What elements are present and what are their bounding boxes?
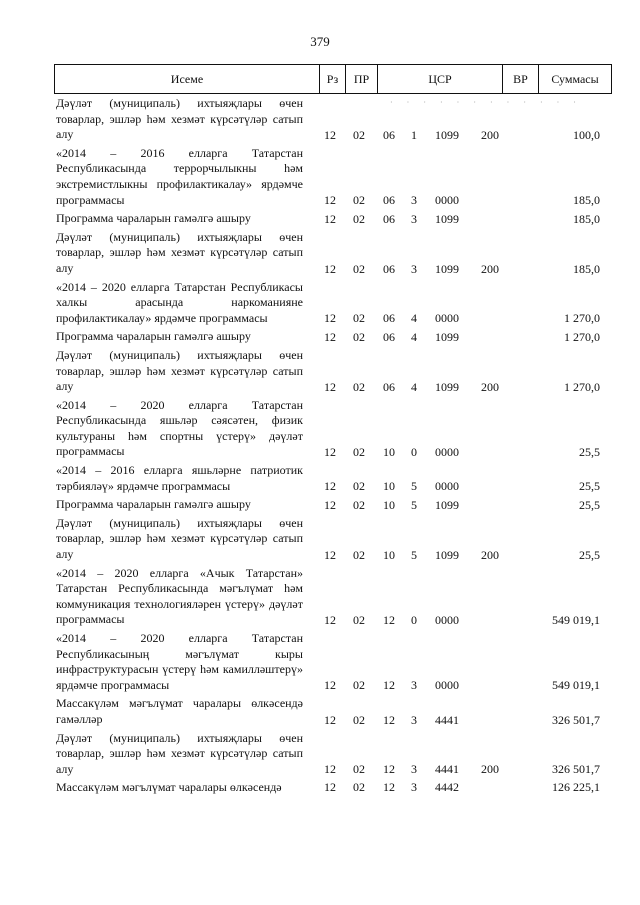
cell-c2: 4	[411, 311, 417, 326]
cell-pr: 02	[353, 127, 365, 142]
table-row	[56, 348, 612, 395]
cell-sum: 326 501,7	[552, 712, 600, 727]
cell-pr: 02	[353, 261, 365, 276]
cell-c3: 4441	[435, 762, 459, 777]
row-name: Массакүләм мәгълүмат чаралары өлкәсендә	[56, 780, 282, 795]
cell-pr: 02	[353, 329, 365, 344]
cell-rz: 12	[324, 445, 336, 460]
decorative-dots: · · · · · · · · · · · ·	[390, 98, 582, 107]
cell-c3: 1099	[435, 379, 459, 394]
cell-c1: 12	[383, 712, 395, 727]
cell-c3: 0000	[435, 678, 459, 693]
cell-sum: 25,5	[579, 445, 600, 460]
cell-vr: 200	[481, 379, 499, 394]
table-row	[56, 463, 612, 494]
table-row	[56, 780, 612, 796]
cell-c1: 06	[383, 311, 395, 326]
cell-c3: 1099	[435, 497, 459, 512]
cell-pr: 02	[353, 379, 365, 394]
cell-c3: 1099	[435, 261, 459, 276]
cell-c2: 3	[411, 261, 417, 276]
cell-rz: 12	[324, 497, 336, 512]
cell-c2: 3	[411, 678, 417, 693]
header-name: Исеме	[170, 72, 204, 86]
page-number: 379	[310, 34, 330, 49]
cell-rz: 12	[324, 329, 336, 344]
cell-rz: 12	[324, 193, 336, 208]
table-row	[56, 566, 612, 628]
row-name: «2014 – 2016 елларга Татарстан Республикасында террорчылыкны һәм экстремистлыкны профилактикалау» ярдәмче программасы	[56, 145, 303, 207]
cell-c1: 06	[383, 127, 395, 142]
table-body	[56, 96, 612, 799]
table-row	[56, 329, 612, 345]
header-pr: ПР	[345, 65, 377, 93]
cell-rz: 12	[324, 547, 336, 562]
cell-sum: 185,0	[573, 261, 600, 276]
cell-vr: 200	[481, 127, 499, 142]
row-name: «2014 – 2020 елларга Татарстан Республикасы халкы арасында наркоманияне профилактикалау» ярдәмче программасы	[56, 279, 303, 325]
cell-pr: 02	[353, 547, 365, 562]
table-row	[56, 696, 612, 727]
cell-pr: 02	[353, 211, 365, 226]
cell-rz: 12	[324, 261, 336, 276]
header-vr: ВР	[502, 65, 538, 93]
table-row	[56, 731, 612, 778]
cell-pr: 02	[353, 193, 365, 208]
cell-c2: 3	[411, 762, 417, 777]
cell-sum: 25,5	[579, 547, 600, 562]
row-name: Программа чараларын гамәлгә ашыру	[56, 211, 251, 226]
cell-sum: 185,0	[573, 193, 600, 208]
cell-sum: 326 501,7	[552, 762, 600, 777]
cell-pr: 02	[353, 445, 365, 460]
cell-rz: 12	[324, 712, 336, 727]
cell-c3: 1099	[435, 211, 459, 226]
cell-rz: 12	[324, 479, 336, 494]
cell-rz: 12	[324, 780, 336, 795]
cell-pr: 02	[353, 780, 365, 795]
cell-c2: 5	[411, 547, 417, 562]
header-csr: ЦСР	[377, 65, 502, 93]
cell-c3: 0000	[435, 193, 459, 208]
cell-c2: 3	[411, 780, 417, 795]
cell-rz: 12	[324, 211, 336, 226]
cell-pr: 02	[353, 311, 365, 326]
cell-sum: 126 225,1	[552, 780, 600, 795]
cell-pr: 02	[353, 479, 365, 494]
cell-pr: 02	[353, 497, 365, 512]
cell-sum: 25,5	[579, 479, 600, 494]
cell-c2: 3	[411, 211, 417, 226]
cell-c1: 06	[383, 261, 395, 276]
cell-rz: 12	[324, 762, 336, 777]
cell-c3: 0000	[435, 613, 459, 627]
cell-pr: 02	[353, 762, 365, 777]
cell-vr: 200	[481, 547, 499, 562]
cell-sum: 549 019,1	[552, 678, 600, 693]
cell-vr: 200	[481, 261, 499, 276]
cell-sum: 549 019,1	[552, 613, 600, 627]
cell-pr: 02	[353, 678, 365, 693]
cell-c3: 4441	[435, 712, 459, 727]
cell-c1: 06	[383, 379, 395, 394]
cell-c1: 10	[383, 497, 395, 512]
row-name: Дәүләт (муниципаль) ихтыяҗлары өчен товарлар, эшләр һәм хезмәт күрсәтүләр сатып алу	[56, 347, 303, 394]
row-name: «2014 – 2020 елларга «Ачык Татарстан» Татарстан Республикасында мәгълүмат һәм коммуникация технологияләрен үстерү» дәүләт программасы	[56, 565, 303, 627]
row-name: Программа чараларын гамәлгә ашыру	[56, 329, 251, 344]
cell-c2: 3	[411, 712, 417, 727]
cell-c3: 0000	[435, 311, 459, 326]
row-name: Программа чараларын гамәлгә ашыру	[56, 497, 251, 512]
cell-c1: 06	[383, 329, 395, 344]
cell-c1: 12	[383, 678, 395, 693]
table-header	[54, 64, 612, 94]
cell-c2: 4	[411, 329, 417, 344]
cell-c1: 12	[383, 762, 395, 777]
row-name: Дәүләт (муниципаль) ихтыяҗлары өчен товарлар, эшләр һәм хезмәт күрсәтүләр сатып алу	[56, 229, 303, 275]
cell-c3: 0000	[435, 479, 459, 494]
cell-rz: 12	[324, 678, 336, 693]
table-row	[56, 398, 612, 460]
cell-sum: 1 270,0	[564, 379, 600, 394]
cell-c1: 06	[383, 211, 395, 226]
cell-c2: 0	[411, 445, 417, 460]
cell-c1: 12	[383, 613, 395, 627]
cell-c3: 0000	[435, 445, 459, 460]
cell-c3: 4442	[435, 780, 459, 795]
header-sum: Суммасы	[538, 65, 611, 93]
cell-sum: 1 270,0	[564, 311, 600, 326]
row-name: Дәүләт (муниципаль) ихтыяҗлары өчен товарлар, эшләр һәм хезмәт күрсәтүләр сатып алу	[56, 730, 303, 776]
table-row	[56, 146, 612, 208]
header-rz: Рз	[319, 65, 345, 93]
cell-sum: 100,0	[573, 127, 600, 142]
row-name: Массакүләм мәгълүмат чаралары өлкәсендә гамәлләр	[56, 696, 303, 726]
cell-c1: 10	[383, 445, 395, 460]
cell-c2: 5	[411, 497, 417, 512]
table-row	[56, 211, 612, 227]
cell-c1: 10	[383, 479, 395, 494]
table-row	[56, 631, 612, 693]
cell-rz: 12	[324, 127, 336, 142]
row-name: «2014 – 2020 елларга Татарстан Республикасында яшьләр сәясәтен, физик культураны һәм спортны үстерү» дәүләт программасы	[56, 397, 303, 459]
cell-c3: 1099	[435, 127, 459, 142]
cell-c1: 12	[383, 780, 395, 795]
cell-pr: 02	[353, 613, 365, 627]
row-name: Дәүләт (муниципаль) ихтыяҗлары өчен товарлар, эшләр һәм хезмәт күрсәтүләр сатып алу	[56, 515, 303, 562]
cell-sum: 1 270,0	[564, 329, 600, 344]
cell-c1: 10	[383, 547, 395, 562]
cell-c3: 1099	[435, 547, 459, 562]
table-row	[56, 516, 612, 563]
table-row	[56, 230, 612, 277]
table-row	[56, 497, 612, 513]
table-row	[56, 96, 612, 143]
cell-c2: 4	[411, 379, 417, 394]
cell-c2: 1	[411, 127, 417, 142]
cell-c2: 0	[411, 613, 417, 627]
cell-c2: 3	[411, 193, 417, 208]
table-row	[56, 280, 612, 327]
row-name: «2014 – 2016 елларга яшьләрне патриотик тәрбияләү» ярдәмче программасы	[56, 463, 303, 493]
cell-c3: 1099	[435, 329, 459, 344]
cell-c1: 06	[383, 193, 395, 208]
cell-vr: 200	[481, 762, 499, 777]
row-name: Дәүләт (муниципаль) ихтыяҗлары өчен товарлар, эшләр һәм хезмәт күрсәтүләр сатып алу	[56, 96, 303, 142]
cell-rz: 12	[324, 311, 336, 326]
cell-rz: 12	[324, 379, 336, 394]
cell-c2: 5	[411, 479, 417, 494]
cell-sum: 25,5	[579, 497, 600, 512]
row-name: «2014 – 2020 елларга Татарстан Республикасының мәгълүмат кыры инфраструктурасын үстерү һәм камилләштерү» ярдәмче программасы	[56, 631, 303, 692]
cell-sum: 185,0	[573, 211, 600, 226]
cell-pr: 02	[353, 712, 365, 727]
cell-rz: 12	[324, 613, 336, 627]
